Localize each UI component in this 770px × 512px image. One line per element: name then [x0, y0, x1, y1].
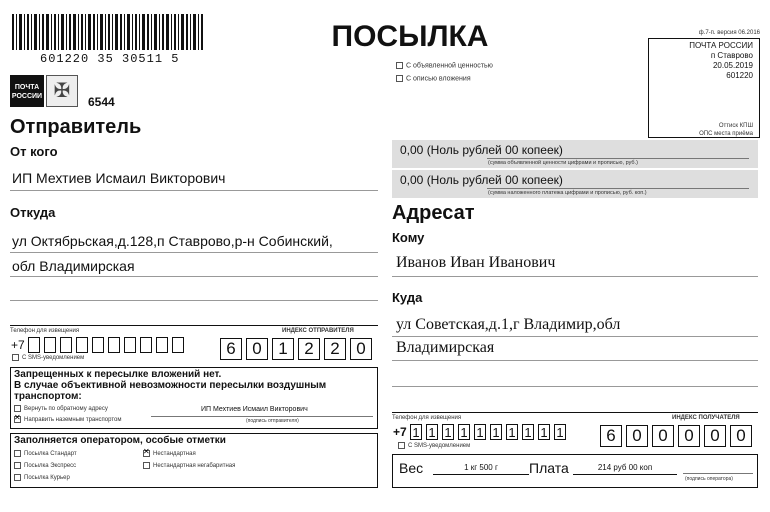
stamp-footer2: ОПС места приёма: [699, 131, 753, 137]
declared-value-rule: [487, 158, 749, 159]
operator-oversized[interactable]: Нестандартная негабаритная: [143, 462, 235, 469]
recipient-name: Иванов Иван Иванович: [396, 254, 556, 271]
sender-address-line2-rule: [10, 276, 378, 277]
declared-value-checkbox[interactable]: [396, 62, 403, 69]
recipient-phone-digit: 1: [554, 424, 566, 440]
forbidden-line1: Запрещенных к пересылке вложений нет.: [14, 369, 222, 380]
sender-index-digit: 1: [272, 338, 294, 360]
signature-caption: (подпись отправителя): [246, 418, 299, 424]
operator-express[interactable]: Посылка Экспресс: [14, 462, 76, 469]
forbidden-line3: транспортом:: [14, 391, 82, 402]
form-code: 6544: [88, 95, 115, 109]
russian-post-logo: [10, 75, 44, 107]
sender-heading: Отправитель: [10, 116, 142, 138]
sender-where-label: Откуда: [10, 205, 56, 220]
sender-index-digit: 2: [298, 338, 320, 360]
recipient-index-digit: 0: [652, 425, 674, 447]
signature-line: [151, 416, 373, 417]
recipient-to-label: Кому: [392, 230, 425, 245]
recipient-phone-digit: 1: [538, 424, 550, 440]
recipient-name-line: [392, 276, 758, 277]
recipient-index-digit: 0: [626, 425, 648, 447]
recipient-phone-digit: 1: [474, 424, 486, 440]
sender-phone-label: Телефон для извещения: [10, 328, 80, 334]
sender-address-line2: обл Владимирская: [12, 258, 135, 274]
recipient-phone-digit: 1: [442, 424, 454, 440]
nonstandard-checkbox[interactable]: [143, 450, 150, 457]
forbidden-items-box: [10, 367, 378, 429]
operator-courier[interactable]: Посылка Курьер: [14, 474, 70, 481]
sender-address-line3-rule: [10, 300, 378, 301]
return-checkbox[interactable]: [14, 405, 21, 412]
recipient-phone-label: Телефон для извещения: [392, 415, 462, 421]
recipient-index-digit: 0: [730, 425, 752, 447]
recipient-address-line1-rule: [392, 336, 758, 337]
sender-index-digit: 0: [350, 338, 372, 360]
cod-amount-field[interactable]: [392, 170, 758, 198]
declared-value-caption: (сумма объявленной ценности цифрами и прописью, руб.): [488, 160, 638, 166]
weight-payment-box: [392, 454, 758, 488]
recipient-index-digit: 0: [678, 425, 700, 447]
forbidden-line2: В случае объективной невозможности пересылки воздушным: [14, 380, 327, 391]
cod-amount-rule: [487, 188, 749, 189]
return-option[interactable]: Вернуть по обратному адресу: [14, 405, 108, 412]
forbidden-signer: ИП Мехтиев Исмаил Викторович: [201, 406, 308, 413]
sender-address-line1: ул Октябрьская,д.128,п Ставрово,р-н Собинский,: [12, 233, 333, 249]
sender-name-line: [10, 190, 378, 191]
recipient-phone-cells[interactable]: [410, 424, 572, 440]
recipient-phone-digit: 1: [522, 424, 534, 440]
weight-label: Вес: [399, 460, 424, 476]
recipient-address-line2: Владимирская: [396, 339, 495, 356]
oversized-checkbox[interactable]: [143, 462, 150, 469]
declared-value-field[interactable]: [392, 140, 758, 168]
payment-label: Плата: [529, 460, 569, 476]
courier-checkbox[interactable]: [14, 474, 21, 481]
recipient-address-line1: ул Советская,д.1,г Владимир,обл: [396, 316, 621, 333]
sender-index-digit: 2: [324, 338, 346, 360]
recipient-address-line3-rule: [392, 386, 758, 387]
stamp-org: ПОЧТА РОССИИ: [689, 41, 753, 50]
recipient-index-digit: 6: [600, 425, 622, 447]
recipient-sms-option[interactable]: С SMS-уведомлением: [398, 442, 470, 449]
operator-heading: Заполняется оператором, особые отметки: [14, 435, 226, 446]
option-declared-value[interactable]: С объявленной ценностью: [396, 62, 493, 69]
cod-amount-text: 0,00 (Ноль рублей 00 копеек): [400, 173, 563, 187]
operator-box: [10, 433, 378, 488]
recipient-phone-digit: 1: [506, 424, 518, 440]
form-version: ф.7-п. версия 06.2016: [698, 30, 760, 36]
barcode: [10, 14, 210, 52]
sender-phone-cells[interactable]: [28, 337, 190, 353]
barcode-number: 601220 35 30511 5: [40, 52, 200, 66]
logo-line2: РОССИИ: [11, 93, 43, 100]
declared-value-text: 0,00 (Ноль рублей 00 копеек): [400, 143, 563, 157]
recipient-phone-digit: 1: [410, 424, 422, 440]
operator-signature-caption: (подпись оператора): [685, 476, 733, 482]
recipient-heading: Адресат: [392, 202, 475, 224]
eagle-emblem-icon: ✠: [46, 75, 78, 107]
operator-nonstandard[interactable]: ✕Нестандартная: [143, 450, 196, 457]
payment-value[interactable]: 214 руб 00 коп: [573, 463, 677, 475]
sender-address-line1-rule: [10, 252, 378, 253]
sender-index-digit: 0: [246, 338, 268, 360]
recipient-where-label: Куда: [392, 290, 423, 305]
sender-index-label: ИНДЕКС ОТПРАВИТЕЛЯ: [282, 328, 354, 334]
recipient-phone-prefix: +7: [393, 425, 407, 439]
recipient-index-label: ИНДЕКС ПОЛУЧАТЕЛЯ: [672, 415, 740, 421]
sender-phone-divider: [10, 325, 378, 326]
ground-option[interactable]: ✕Направить наземным транспортом: [14, 416, 122, 423]
stamp-index: 601220: [726, 71, 753, 80]
postmark-stamp-box: [648, 38, 760, 138]
option-inventory[interactable]: С описью вложения: [396, 75, 471, 82]
inventory-checkbox[interactable]: [396, 75, 403, 82]
ground-checkbox[interactable]: [14, 416, 21, 423]
weight-value[interactable]: 1 кг 500 г: [433, 463, 529, 475]
logo-line1: ПОЧТА: [14, 84, 40, 91]
recipient-phone-digit: 1: [426, 424, 438, 440]
sender-from-label: От кого: [10, 144, 58, 159]
sender-index-digit: 6: [220, 338, 242, 360]
operator-standard[interactable]: Посылка Стандарт: [14, 450, 77, 457]
stamp-footer1: Оттиск КПШ: [718, 123, 753, 129]
stamp-office: п Ставрово: [710, 51, 753, 60]
recipient-sms-checkbox[interactable]: [398, 442, 405, 449]
recipient-phone-digit: 1: [458, 424, 470, 440]
page-title: ПОСЫЛКА: [331, 20, 489, 53]
recipient-index-cells[interactable]: [600, 425, 760, 449]
sender-phone-prefix: +7: [11, 338, 25, 352]
recipient-phone-digit: 1: [490, 424, 502, 440]
standard-checkbox[interactable]: [14, 450, 21, 457]
recipient-index-digit: 0: [704, 425, 726, 447]
sender-sms-option[interactable]: С SMS-уведомлением: [12, 354, 84, 361]
operator-signature-line: [683, 473, 753, 474]
sender-index-cells[interactable]: [220, 338, 380, 362]
barcode-image: [10, 14, 210, 52]
sender-sms-checkbox[interactable]: [12, 354, 19, 361]
sender-name: ИП Мехтиев Исмаил Викторович: [12, 170, 226, 186]
cod-amount-caption: (сумма наложенного платежа цифрами и прописью, руб. коп.): [488, 190, 647, 196]
recipient-phone-divider: [392, 412, 758, 413]
express-checkbox[interactable]: [14, 462, 21, 469]
stamp-date: 20.05.2019: [712, 61, 753, 70]
recipient-address-line2-rule: [392, 360, 758, 361]
